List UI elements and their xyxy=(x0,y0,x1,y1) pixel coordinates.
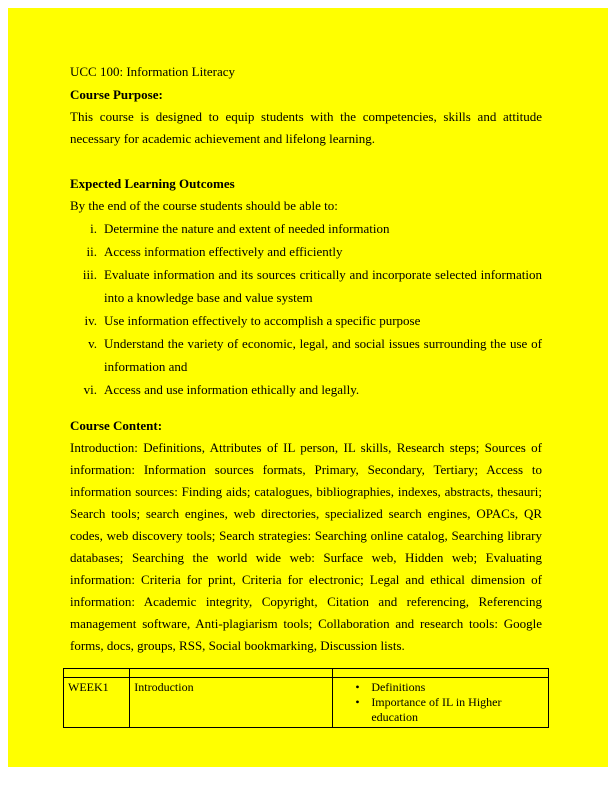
outcome-text: Access information effectively and efficiently xyxy=(104,244,343,259)
table-header-cell xyxy=(333,669,549,678)
subtopics-bullet-list xyxy=(337,680,544,725)
outcome-text: Determine the nature and extent of needed information xyxy=(104,221,390,236)
outcome-text: Evaluate information and its sources critically and incorporate selected information into a knowledge base and value system xyxy=(104,267,542,305)
outcome-item xyxy=(70,263,542,309)
bullet-item xyxy=(355,680,544,695)
outcome-numeral: i. xyxy=(90,221,97,236)
outcome-item xyxy=(70,240,542,263)
schedule-table xyxy=(63,668,549,728)
outcome-item xyxy=(70,378,542,401)
bullet-text: Importance of IL in Higher education xyxy=(371,695,502,724)
outcome-item xyxy=(70,217,542,240)
purpose-heading: Course Purpose: xyxy=(70,87,163,102)
outcome-item xyxy=(70,309,542,332)
week-cell: WEEK1 xyxy=(64,678,130,728)
course-content-body: Introduction: Definitions, Attributes of IL person, IL skills, Research steps; Sources of information: Information sources formats, Primary, Secondary, Tertiary; Access to information sources: Finding aids; catalogues, bibliographies, indexes, abstracts, thesauri; Search tools; search engines, web directories, specialized search engines, OPACs, QR codes, web discovery tools; Search strategies: Searching online catalog, Searching library databases; Searching the world wide web: Surface web, Hidden web; Evaluating information: Criteria for print, Criteria for electronic; Legal and ethical dimension of information: Academic integrity, Copyright, Citation and referencing, Referencing management software, Anti-plagiarism tools; Collaboration and research tools: Google forms, docs, groups, RSS, Social bookmarking, Discussion lists. xyxy=(70,440,542,653)
outcome-text: Use information effectively to accomplish a specific purpose xyxy=(104,313,421,328)
bullet-icon: • xyxy=(355,695,360,709)
table-row xyxy=(64,678,549,728)
outcomes-heading: Expected Learning Outcomes xyxy=(70,176,235,191)
subtopics-cell xyxy=(333,678,549,728)
spacer xyxy=(70,150,542,172)
table-header-cell xyxy=(64,669,130,678)
bullet-item xyxy=(355,695,544,725)
outcome-item xyxy=(70,332,542,378)
document-content xyxy=(70,60,542,728)
table-header-row xyxy=(64,669,549,678)
outcome-text: Access and use information ethically and legally. xyxy=(104,382,360,397)
bullet-icon: • xyxy=(355,680,360,694)
outcome-numeral: iii. xyxy=(82,267,97,282)
purpose-body: This course is designed to equip students with the competencies, skills and attitude necessary for academic achievement and lifelong learning. xyxy=(70,109,542,146)
outcome-numeral: vi. xyxy=(83,382,97,397)
outcome-text: Understand the variety of economic, legal, and social issues surrounding the use of information and xyxy=(104,336,542,374)
bullet-text: Definitions xyxy=(371,680,426,694)
outcome-numeral: ii. xyxy=(86,244,97,259)
table-header-cell xyxy=(130,669,333,678)
topic-cell: Introduction xyxy=(130,678,333,728)
outcome-numeral: iv. xyxy=(84,313,97,328)
outcomes-intro: By the end of the course students should be able to: xyxy=(70,198,338,213)
outcome-numeral: v. xyxy=(88,336,97,351)
page-title: UCC 100: Information Literacy xyxy=(70,64,235,79)
outcomes-list xyxy=(70,217,542,401)
course-content-heading: Course Content: xyxy=(70,418,163,433)
